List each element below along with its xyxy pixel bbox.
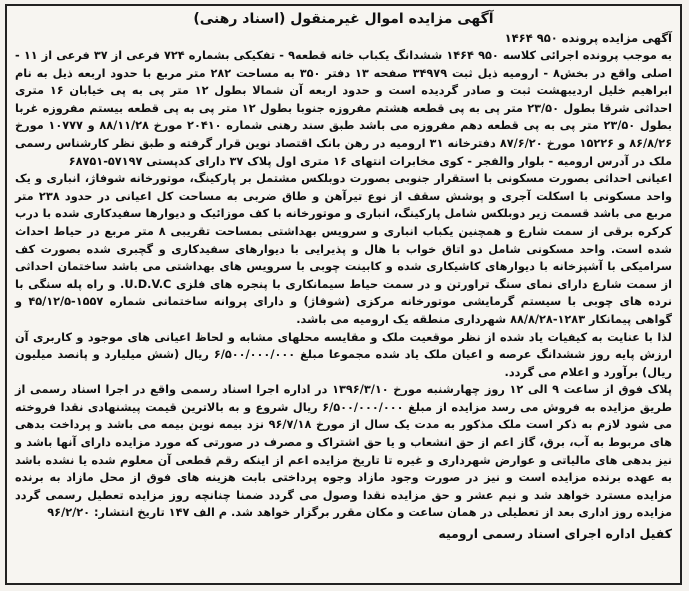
- case-reference: آگهی مزایده پرونده ۹۵۰ ۱۴۶۴: [504, 31, 672, 45]
- building-description: اعیانی احداثی بصورت مسکونی با استقرار جنوبی بصورت دوبلکس مشتمل بر پارکینگ، موتورخانه شوفاژ، انباری و یک واحد مسکونی با اسکلت آجری و پوشش سقف از نوع تیرآهن و طاق ضربی به مساحت کل اعیانی در حدود ۲۳۸ متر مربع می باشد قسمت زیر دوبلکس شامل پارکینگ، انباری و موتورخانه با کف موزائیک و دیوارها سفیدکاری شده با درب کرکره برقی از سمت شارع و همچنین یکباب انباری و سرویس بهداشتی بمساحت تقریبی ۸ متر مربع در حیاط احداث شده است. واحد مسکونی شامل دو اتاق خواب با هال و پذیرایی با دیوارهای سفیدکاری و گچبری شده بصورت کف سرامیکی با آشپزخانه با دیوارهای کاشیکاری شده و کابینت چوبی با سرویس های بهداشتی می باشد ساختمان احداثی از سمت شارع دارای نمای سنگ تراورتن و در سمت حیاط سیمانکاری با پنجره های فلزی U.D.V.C. و راه پله سنگی با نرده های چوبی با سیستم گرمایشی موتورخانه مرکزی (شوفاژ) و دارای پروانه ساختمانی شماره ۱۵۵۷-۴۵/۱۲/۵ و گواهی پیمانکار ۱۲۸۳-۸۸/۸/۲۸ شهرداری منطقه یک ارومیه می باشد.: [15, 172, 672, 326]
- property-description: به موجب پرونده اجرائی کلاسه ۹۵۰ ۱۴۶۴ ششدانگ یکباب خانه قطعه۹ - تفکیکی بشماره ۷۲۴ فرعی از ۳۷ فرعی از ۱۱ - اصلی واقع در بخش۸ - ارومیه ذیل ثبت ۳۴۹۷۹ صفحه ۱۳ دفتر ۳۵۰ به مساحت ۲۸۲ متر مربع با حدود اربعه ذیل به نام ابراهیم خلیل اردیبهشت ثبت و صادر گردیده است و حدود اربعه آن شمالا بطول ۱۲ متر پی به پی خیابان ۱۶ متری احداثی شرقا بطول ۲۳/۵۰ متر پی به پی قطعه هشتم مفروزه جنوبا بطول ۱۲ متر پی به پی قطعه بیستم مفروزه غربا بطول ۲۳/۵۰ متر پی به پی قطعه دهم مفروزه می باشد طبق سند رهنی شماره ۲۰۴۱۰ مورخ ۸۸/۱۱/۲۸ و ۱۰۷۷۷ مورخ ۸۶/۸/۲۶ و ۱۵۲۲۶ مورخ ۸۷/۶/۲۰ دفترخانه ۳۱ ارومیه در رهن بانک اقتصاد نوین قرار گرفته و طبق نظر کارشناس رسمی ملک در آدرس ارومیه - بلوار والفجر - کوی مخابرات انتهای ۱۶ متری اول پلاک ۳۷ دارای کدپستی ۵۷۱۹۷-۶۸۷۵۱: [15, 49, 673, 168]
- auction-terms: پلاک فوق از ساعت ۹ الی ۱۲ روز چهارشنبه مورخ ۱۳۹۶/۳/۱۰ در اداره اجرا اسناد رسمی واقع در اجرا اسناد رسمی از طریق مزایده به فروش می رسد مزایده از مبلغ ۶/۵۰۰/۰۰۰/۰۰۰ ریال شروع و به بالاترین قیمت پیشنهادی نقدا فروخته می شود لازم به ذکر است ملک مذکور به مدت یک سال از مورخ ۹۶/۷/۱۸ نزد بیمه نوین بیمه می باشد و پرداخت بدهی های مربوط به آب، برق، گاز اعم از حق انشعاب و یا حق اشتراک و مصرف در صورتی که مورد مزایده دارای آنها باشد و نیز بدهی های مالیاتی و عوارض شهرداری و غیره تا تاریخ مزایده اعم از اینکه رقم قطعی آن معلوم شده یا نشده باشد به عهده برنده مزایده است و نیز در صورت وجود مازاد وجوه پرداختی بابت هزینه های فوق از محل مازاد به برنده مزایده مسترد خواهد شد و نیم عشر و حق مزایده نقدا وصول می گردد ضمنا چنانچه روز مزایده تعطیل رسمی گردد مزایده روز اداری بعد از تعطیلی در همان ساعت و مکان مقرر برگزار خواهد شد. م الف ۱۴۷ تاریخ انتشار: ۹۶/۲/۲۰: [15, 383, 673, 520]
- signatory: کفیل اداره اجرای اسناد رسمی ارومیه: [438, 526, 672, 542]
- notice-title: آگهی مزایده اموال غیرمنقول (اسناد رهنی): [193, 11, 494, 27]
- auction-notice: [5, 4, 682, 585]
- valuation-statement: لذا با عنایت به کیفیات یاد شده از نظر موقعیت ملک و مقایسه محلهای مشابه و لحاظ اعیانی های موجود و کاربری آن ارزش پایه روز ششدانگ عرصه و اعیان ملک یاد شده مجموعا مبلغ ۶/۵۰۰/۰۰۰/۰۰۰ ریال (شش میلیارد و پانصد میلیون ریال) برآورد و اعلام می گردد.: [15, 330, 672, 379]
